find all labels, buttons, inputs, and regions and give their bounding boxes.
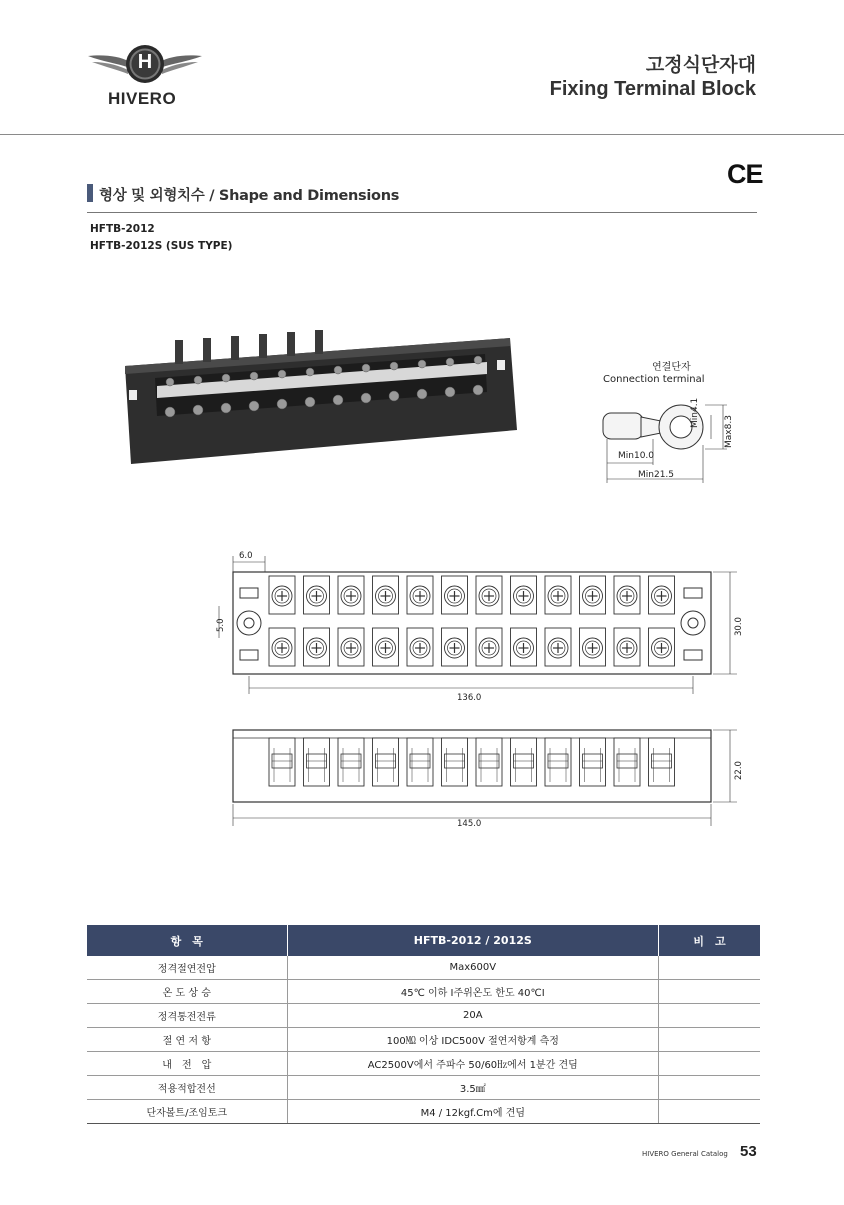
terminal-screw-icon bbox=[269, 576, 295, 614]
logo-letter: H bbox=[137, 51, 153, 73]
terminal-screw-icon bbox=[442, 576, 468, 614]
row-note bbox=[659, 1100, 760, 1124]
terminal-screw-icon bbox=[614, 628, 640, 666]
terminal-profile bbox=[269, 738, 295, 786]
header-rule bbox=[0, 134, 844, 135]
side-view-drawing bbox=[205, 722, 750, 837]
terminal-screw-icon bbox=[338, 628, 364, 666]
top-view-drawing bbox=[205, 548, 750, 708]
terminal-profile bbox=[614, 738, 640, 786]
product-photo bbox=[115, 330, 525, 470]
terminal-screw-icon bbox=[511, 576, 537, 614]
row-value: Max600V bbox=[287, 956, 659, 980]
dim-136: 136.0 bbox=[457, 693, 482, 703]
row-value: 3.5㎟ bbox=[287, 1076, 659, 1100]
terminal-screw-icon bbox=[269, 628, 295, 666]
row-value: 20A bbox=[287, 1004, 659, 1028]
col-item: 항 목 bbox=[87, 925, 287, 956]
spec-table bbox=[87, 925, 760, 1124]
section-marker bbox=[87, 184, 93, 202]
footer-catalog: HIVERO General Catalog bbox=[642, 1150, 728, 1158]
connection-terminal-label-en: Connection terminal bbox=[603, 374, 705, 385]
model-name-sus: HFTB-2012S (SUS TYPE) bbox=[90, 240, 233, 252]
terminal-screw-icon bbox=[407, 628, 433, 666]
dim-min-10: Min10.0 bbox=[618, 451, 655, 461]
row-value: 100㏁ 이상 IDC500V 절연저항계 측정 bbox=[287, 1028, 659, 1052]
terminal-screw-icon bbox=[373, 576, 399, 614]
terminal-screw-icon bbox=[649, 628, 675, 666]
terminal-screw-icon bbox=[476, 628, 502, 666]
dim-30: 30.0 bbox=[734, 617, 744, 636]
table-row bbox=[87, 956, 760, 980]
terminal-screw-icon bbox=[580, 576, 606, 614]
terminal-profile bbox=[511, 738, 537, 786]
terminal-screw-icon bbox=[580, 628, 606, 666]
table-row bbox=[87, 1100, 760, 1124]
dim-min-21-5: Min21.5 bbox=[638, 470, 675, 480]
terminal-profile bbox=[580, 738, 606, 786]
terminal-profile bbox=[407, 738, 433, 786]
terminal-profile bbox=[476, 738, 502, 786]
spec-table-header bbox=[87, 925, 760, 956]
model-name: HFTB-2012 bbox=[90, 223, 155, 235]
terminal-screw-icon bbox=[476, 576, 502, 614]
terminal-screw-icon bbox=[304, 628, 330, 666]
terminal-screw-icon bbox=[338, 576, 364, 614]
row-item: 정격절연전압 bbox=[87, 956, 287, 980]
section-title: 형상 및 외형치수 / Shape and Dimensions bbox=[99, 188, 400, 204]
row-note bbox=[659, 1052, 760, 1076]
dim-6: 6.0 bbox=[239, 551, 253, 561]
row-item: 정격통전전류 bbox=[87, 1004, 287, 1028]
terminal-screw-icon bbox=[373, 628, 399, 666]
dim-145: 145.0 bbox=[457, 819, 482, 829]
table-row bbox=[87, 1028, 760, 1052]
brand-name: HIVERO bbox=[108, 89, 177, 108]
dim-max-8-3: Max8.3 bbox=[724, 415, 734, 448]
terminal-screw-icon bbox=[304, 576, 330, 614]
connection-terminal-label-ko: 연결단자 bbox=[652, 362, 691, 373]
row-note bbox=[659, 1004, 760, 1028]
dim-5: 5.0 bbox=[216, 618, 226, 632]
dim-min-4-1: Min4.1 bbox=[690, 397, 700, 428]
row-item: 내 전 압 bbox=[87, 1052, 287, 1076]
terminal-screw-icon bbox=[649, 576, 675, 614]
row-note bbox=[659, 1028, 760, 1052]
terminal-profile bbox=[545, 738, 571, 786]
col-note: 비 고 bbox=[659, 925, 760, 956]
terminal-screw-icon bbox=[545, 628, 571, 666]
row-item: 절 연 저 항 bbox=[87, 1028, 287, 1052]
row-value: 45℃ 이하 I주위온도 한도 40℃I bbox=[287, 980, 659, 1004]
terminal-profile bbox=[649, 738, 675, 786]
page-title-en: Fixing Terminal Block bbox=[549, 78, 756, 100]
terminal-profile bbox=[338, 738, 364, 786]
table-row bbox=[87, 1004, 760, 1028]
table-row bbox=[87, 1076, 760, 1100]
terminal-screw-icon bbox=[545, 576, 571, 614]
dim-22: 22.0 bbox=[734, 761, 744, 780]
table-row bbox=[87, 1052, 760, 1076]
terminal-profile bbox=[304, 738, 330, 786]
row-item: 온 도 상 승 bbox=[87, 980, 287, 1004]
row-note bbox=[659, 956, 760, 980]
row-note bbox=[659, 1076, 760, 1100]
section-rule bbox=[87, 212, 757, 213]
ce-mark: CE bbox=[727, 159, 763, 189]
terminal-profile bbox=[373, 738, 399, 786]
brand-logo bbox=[86, 40, 204, 110]
row-item: 적용적합전선 bbox=[87, 1076, 287, 1100]
row-value: M4 / 12kgf.Cm에 견딤 bbox=[287, 1100, 659, 1124]
terminal-screw-icon bbox=[511, 628, 537, 666]
row-note bbox=[659, 980, 760, 1004]
page-title-ko: 고정식단자대 bbox=[645, 54, 756, 76]
col-model: HFTB-2012 / 2012S bbox=[287, 925, 659, 956]
terminal-screw-icon bbox=[407, 576, 433, 614]
terminal-screw-icon bbox=[442, 628, 468, 666]
terminal-profile bbox=[442, 738, 468, 786]
page-number: 53 bbox=[740, 1143, 757, 1160]
terminal-screw-icon bbox=[614, 576, 640, 614]
row-value: AC2500V에서 주파수 50/60㎐에서 1분간 견딤 bbox=[287, 1052, 659, 1076]
table-row bbox=[87, 980, 760, 1004]
row-item: 단자볼트/조임토크 bbox=[87, 1100, 287, 1124]
